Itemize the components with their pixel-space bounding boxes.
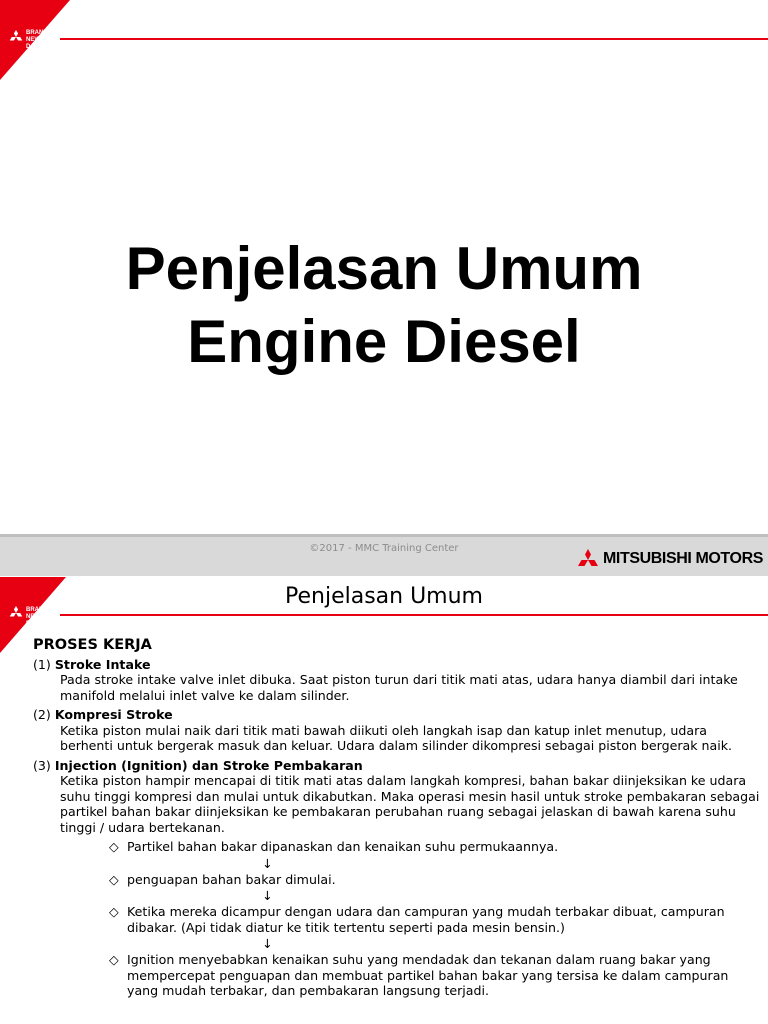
- brand-new-day-text: [26, 607, 48, 628]
- step-description: Pada stroke intake valve inlet dibuka. Saat piston turun dari titik mati atas, udara hanya diambil dari intake manifold melalui inlet valve ke dalam silinder.: [60, 672, 738, 703]
- bullet-text: penguapan bahan bakar dimulai.: [127, 871, 336, 887]
- slide-title: [0, 232, 768, 378]
- corner-text-line: NEW: [26, 37, 40, 43]
- brand-name: MITSUBISHI MOTORS: [602, 550, 763, 567]
- corner-text-line: BRAND: [26, 30, 48, 36]
- step-item: [33, 707, 762, 754]
- step-number: (2): [33, 707, 51, 722]
- copyright-text: ©2017 - MMC Training Center: [309, 543, 459, 554]
- slide-body: [33, 638, 762, 999]
- diamond-bullet-icon: ◇: [109, 839, 119, 854]
- corner-text-line: NEW: [26, 614, 40, 620]
- step-title: [33, 707, 762, 723]
- diamond-bullet-icon: ◇: [109, 904, 119, 919]
- step-item: [33, 758, 762, 836]
- step-title: [33, 758, 762, 774]
- mitsubishi-diamond-icon: [9, 30, 23, 44]
- step-item: [33, 657, 762, 704]
- down-arrow-icon: ↓: [262, 888, 273, 903]
- mitsubishi-three-diamonds-icon: [577, 549, 599, 569]
- title-line-2: Engine Diesel: [187, 308, 581, 375]
- down-arrow-icon: ↓: [262, 936, 273, 951]
- mitsubishi-motors-logo: [577, 549, 763, 569]
- process-bullet: [109, 952, 762, 999]
- section-heading: PROSES KERJA: [33, 637, 152, 653]
- bullet-text: Partikel bahan bakar dipanaskan dan kenaikan suhu permukaannya.: [127, 839, 559, 854]
- process-bullet: [109, 839, 762, 855]
- step-description: Ketika piston mulai naik dari titik mati bawah diikuti oleh langkah isap dan katup inlet menutup, udara berhenti untuk bergerak masuk dan keluar. Udara dalam silinder dikompresi sebagai piston bergerak naik.: [60, 722, 733, 753]
- bullet-text: Ignition menyebabkan kenaikan suhu yang mendadak dan tekanan dalam ruang bakar yang mempercepat penguapan dan membuat partikel bahan bakar yang tersisa ke dalam campuran yang mudah terbakar, dan pembakaran langsung terjadi.: [127, 952, 729, 998]
- step-name: Injection (Ignition) dan Stroke Pembakaran: [54, 757, 363, 773]
- diamond-bullet-icon: ◇: [109, 871, 119, 887]
- down-arrow-icon: ↓: [262, 855, 273, 871]
- header-rule: [60, 614, 768, 616]
- corner-text-line: DAY: [26, 44, 39, 50]
- step-name: Stroke Intake: [54, 656, 151, 672]
- content-slide: [0, 577, 768, 1024]
- corner-text-line: BRAND: [26, 607, 48, 613]
- brand-new-day-text: [26, 30, 48, 51]
- step-title: [33, 657, 762, 673]
- bullet-text: Ketika mereka dicampur dengan udara dan campuran yang mudah terbakar dibuat, campuran dibakar. (Api tidak diatur ke titik tertentu seperti pada mesin bensin.): [127, 904, 725, 935]
- diamond-bullet-icon: ◇: [109, 952, 119, 967]
- slide-title: Penjelasan Umum: [285, 584, 483, 609]
- process-bullet: [109, 904, 762, 935]
- step-name: Kompresi Stroke: [54, 707, 173, 722]
- corner-text-line: DAY: [26, 621, 39, 627]
- step-description: Ketika piston hampir mencapai di titik mati atas dalam langkah kompresi, bahan bakar diinjeksikan ke udara suhu tinggi kompresi dan mulai untuk dikabutkan. Maka operasi mesin hasil untuk stroke pembakaran sebagai partikel bahan bakar diinjeksikan ke pembakaran perubahan ruang sebagai jelaskan di bawah karena suhu tinggi / udara bertekanan.: [60, 773, 760, 835]
- step-number: (3): [33, 757, 51, 773]
- process-bullet: [109, 872, 762, 888]
- footer-bar: [0, 534, 768, 576]
- title-line-1: Penjelasan Umum: [125, 235, 643, 302]
- step-number: (1): [33, 656, 51, 672]
- header-rule: [60, 38, 768, 40]
